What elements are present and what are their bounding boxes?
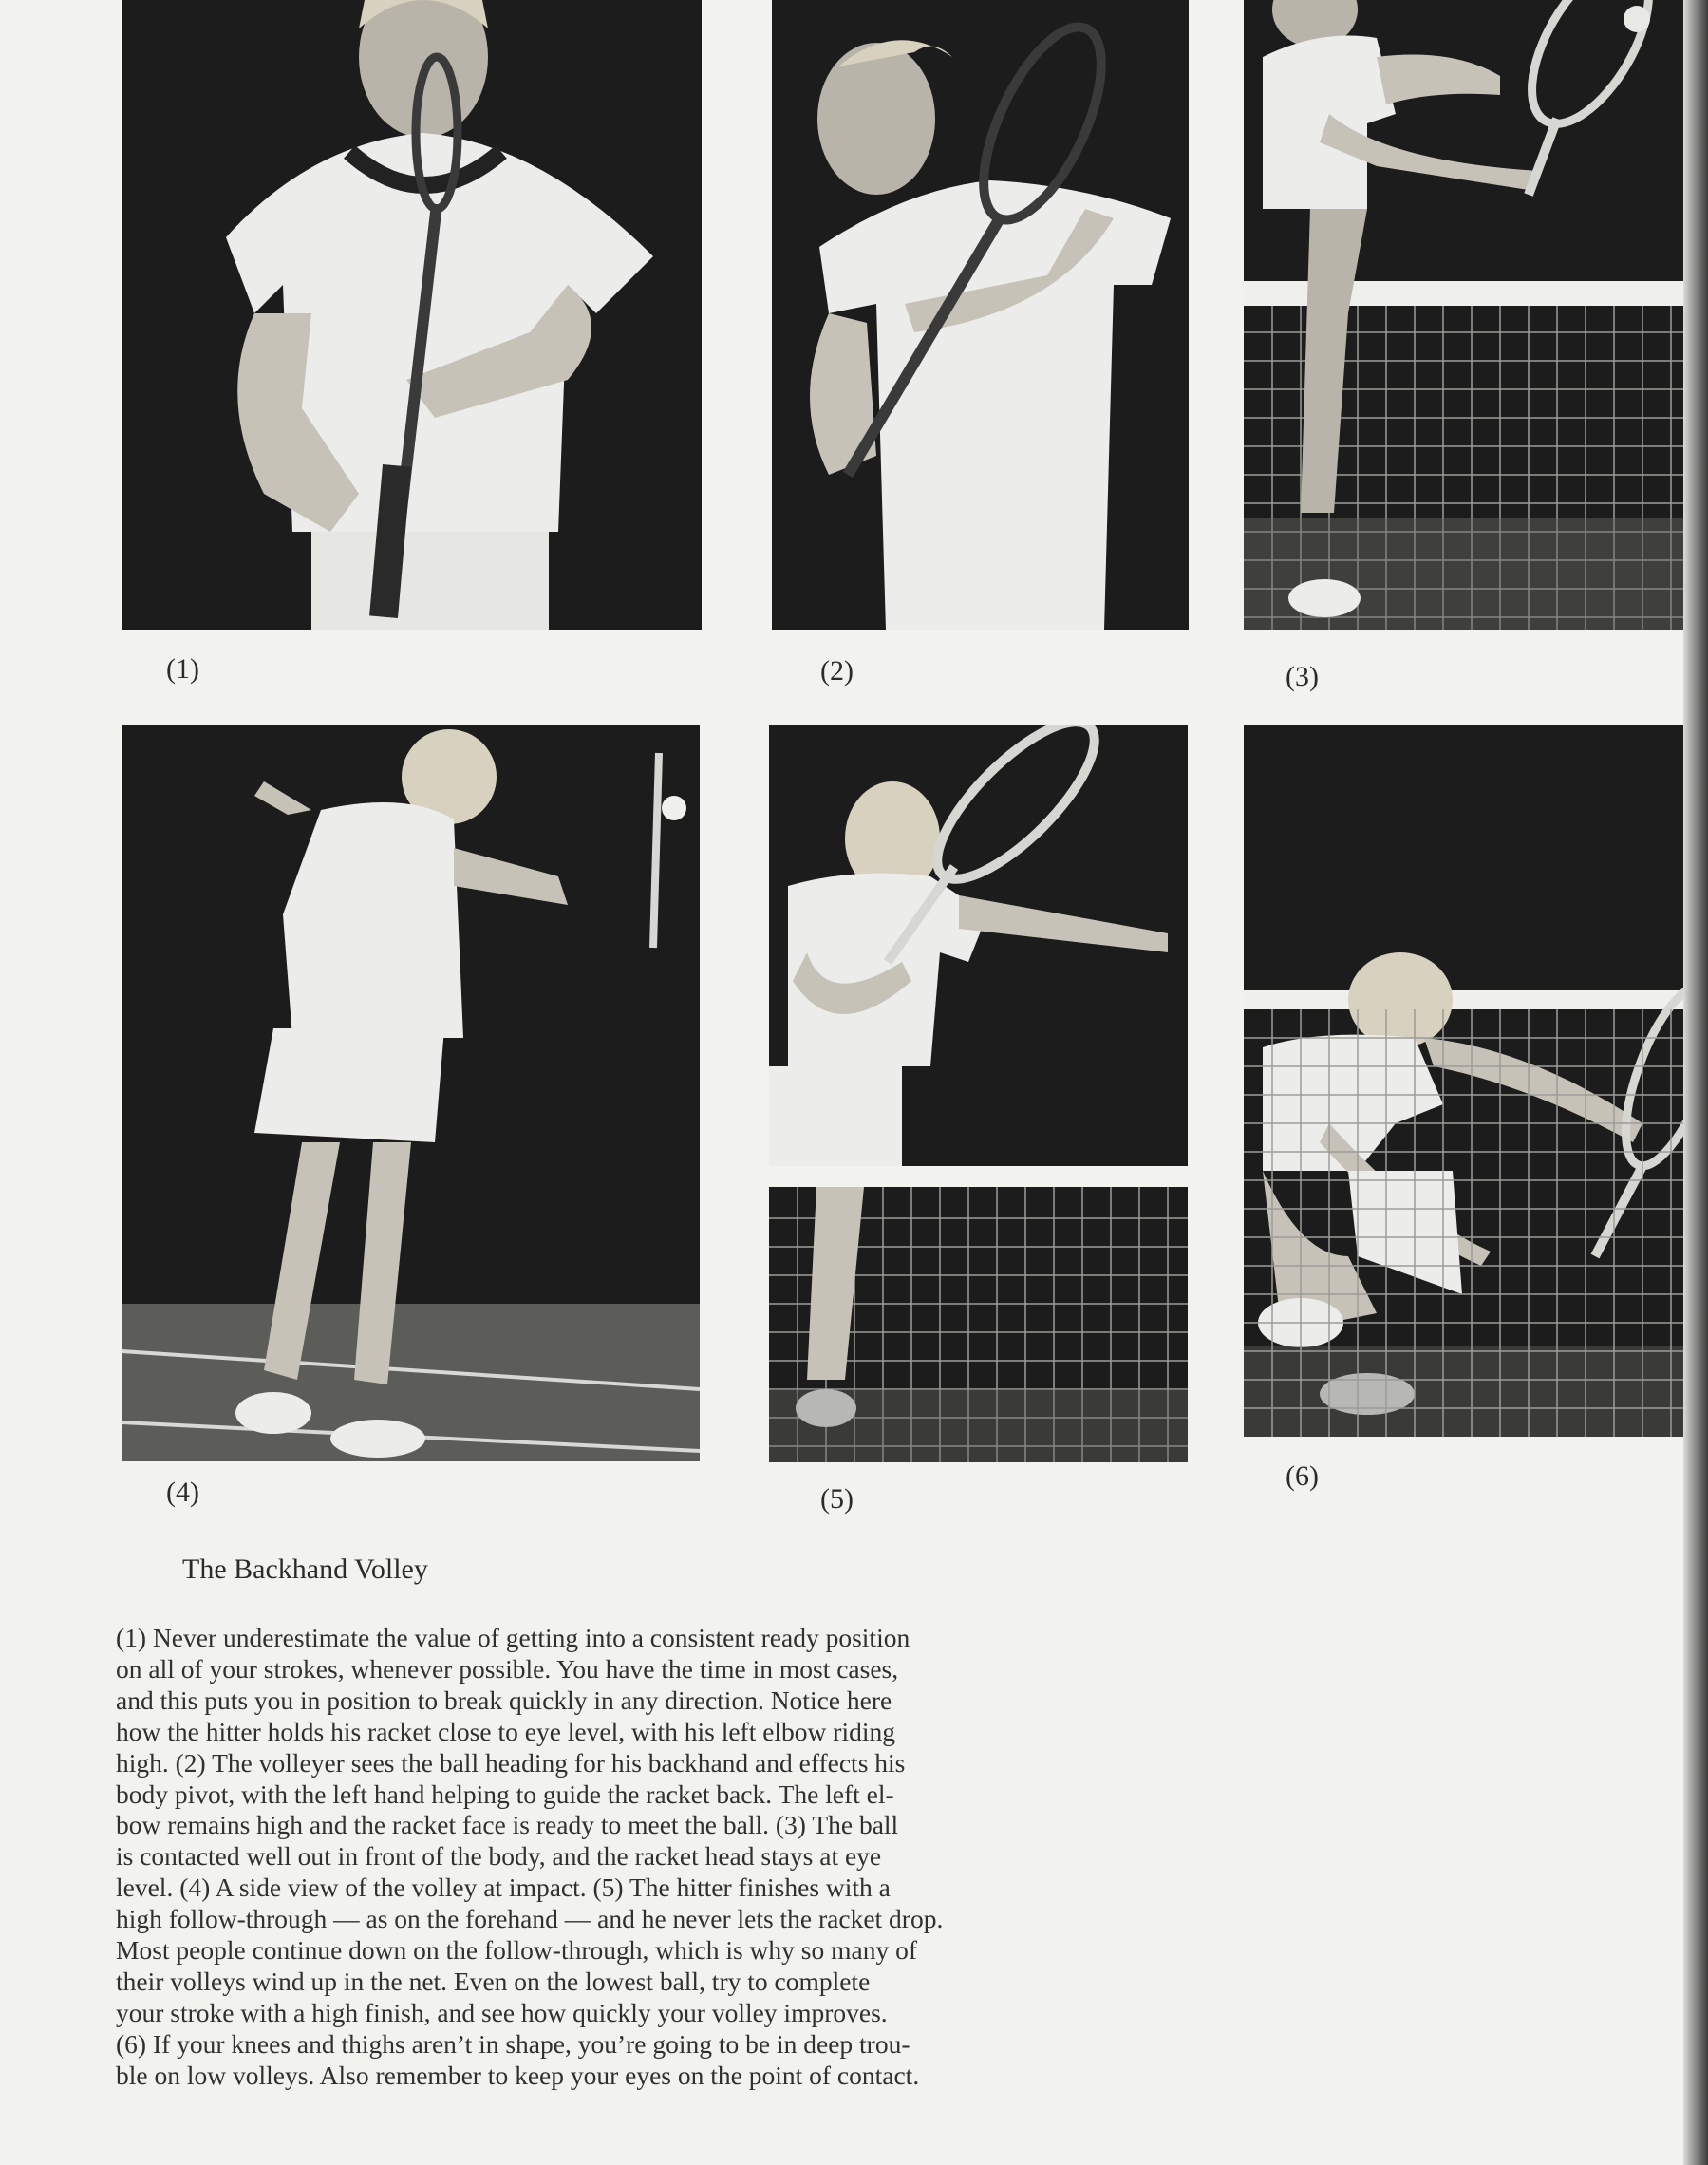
photo-1 — [122, 0, 702, 630]
body-line: high follow-through — as on the forehand — and he never lets the racket drop. — [116, 1904, 944, 1934]
body-line: bow remains high and the racket face is ready to meet the ball. (3) The ball — [116, 1810, 899, 1840]
body-line: body pivot, with the left hand helping to guide the racket back. The left el- — [116, 1779, 894, 1809]
body-line: on all of your strokes, whenever possible. You have the time in most cases, — [116, 1653, 899, 1684]
body-line: high. (2) The volleyer sees the ball heading for his backhand and effects his — [116, 1747, 906, 1778]
body-line: how the hitter holds his racket close to eye level, with his left elbow riding — [116, 1716, 895, 1746]
body-line: their volleys wind up in the net. Even on the lowest ball, try to complete — [116, 1966, 871, 1996]
body-line: level. (4) A side view of the volley at impact. (5) The hitter finishes with a — [116, 1873, 891, 1903]
photo-5 — [769, 725, 1188, 1462]
figure-label: (2) — [820, 655, 854, 687]
body-line: Most people continue down on the follow-through, which is why so many of — [116, 1935, 917, 1966]
photo-2 — [772, 0, 1189, 630]
figure-label: (6) — [1286, 1460, 1319, 1492]
figure-label: (3) — [1286, 661, 1319, 692]
photo-3 — [1244, 0, 1683, 630]
body-line: and this puts you in position to break quickly in any direction. Notice here — [116, 1685, 892, 1715]
body-line: is contacted well out in front of the body, and the racket head stays at eye — [116, 1841, 882, 1872]
body-line: ble on low volleys. Also remember to keep your eyes on the point of contact. — [116, 2060, 920, 2090]
body-line: (1) Never underestimate the value of getting into a consistent ready position — [116, 1623, 910, 1652]
section-title: The Backhand Volley — [182, 1553, 428, 1585]
body-line: your stroke with a high finish, and see how quickly your volley improves. — [116, 1997, 888, 2027]
photo-4 — [122, 725, 700, 1461]
figure-label: (4) — [166, 1477, 199, 1508]
body-paragraph — [116, 1623, 1160, 2092]
figure-label: (1) — [166, 653, 199, 685]
page-edge-shadow — [1683, 0, 1708, 2165]
figure-label: (5) — [820, 1483, 854, 1515]
body-line: (6) If your knees and thighs aren’t in shape, you’re going to be in deep trou- — [116, 2028, 910, 2059]
photo-6 — [1244, 725, 1683, 1437]
